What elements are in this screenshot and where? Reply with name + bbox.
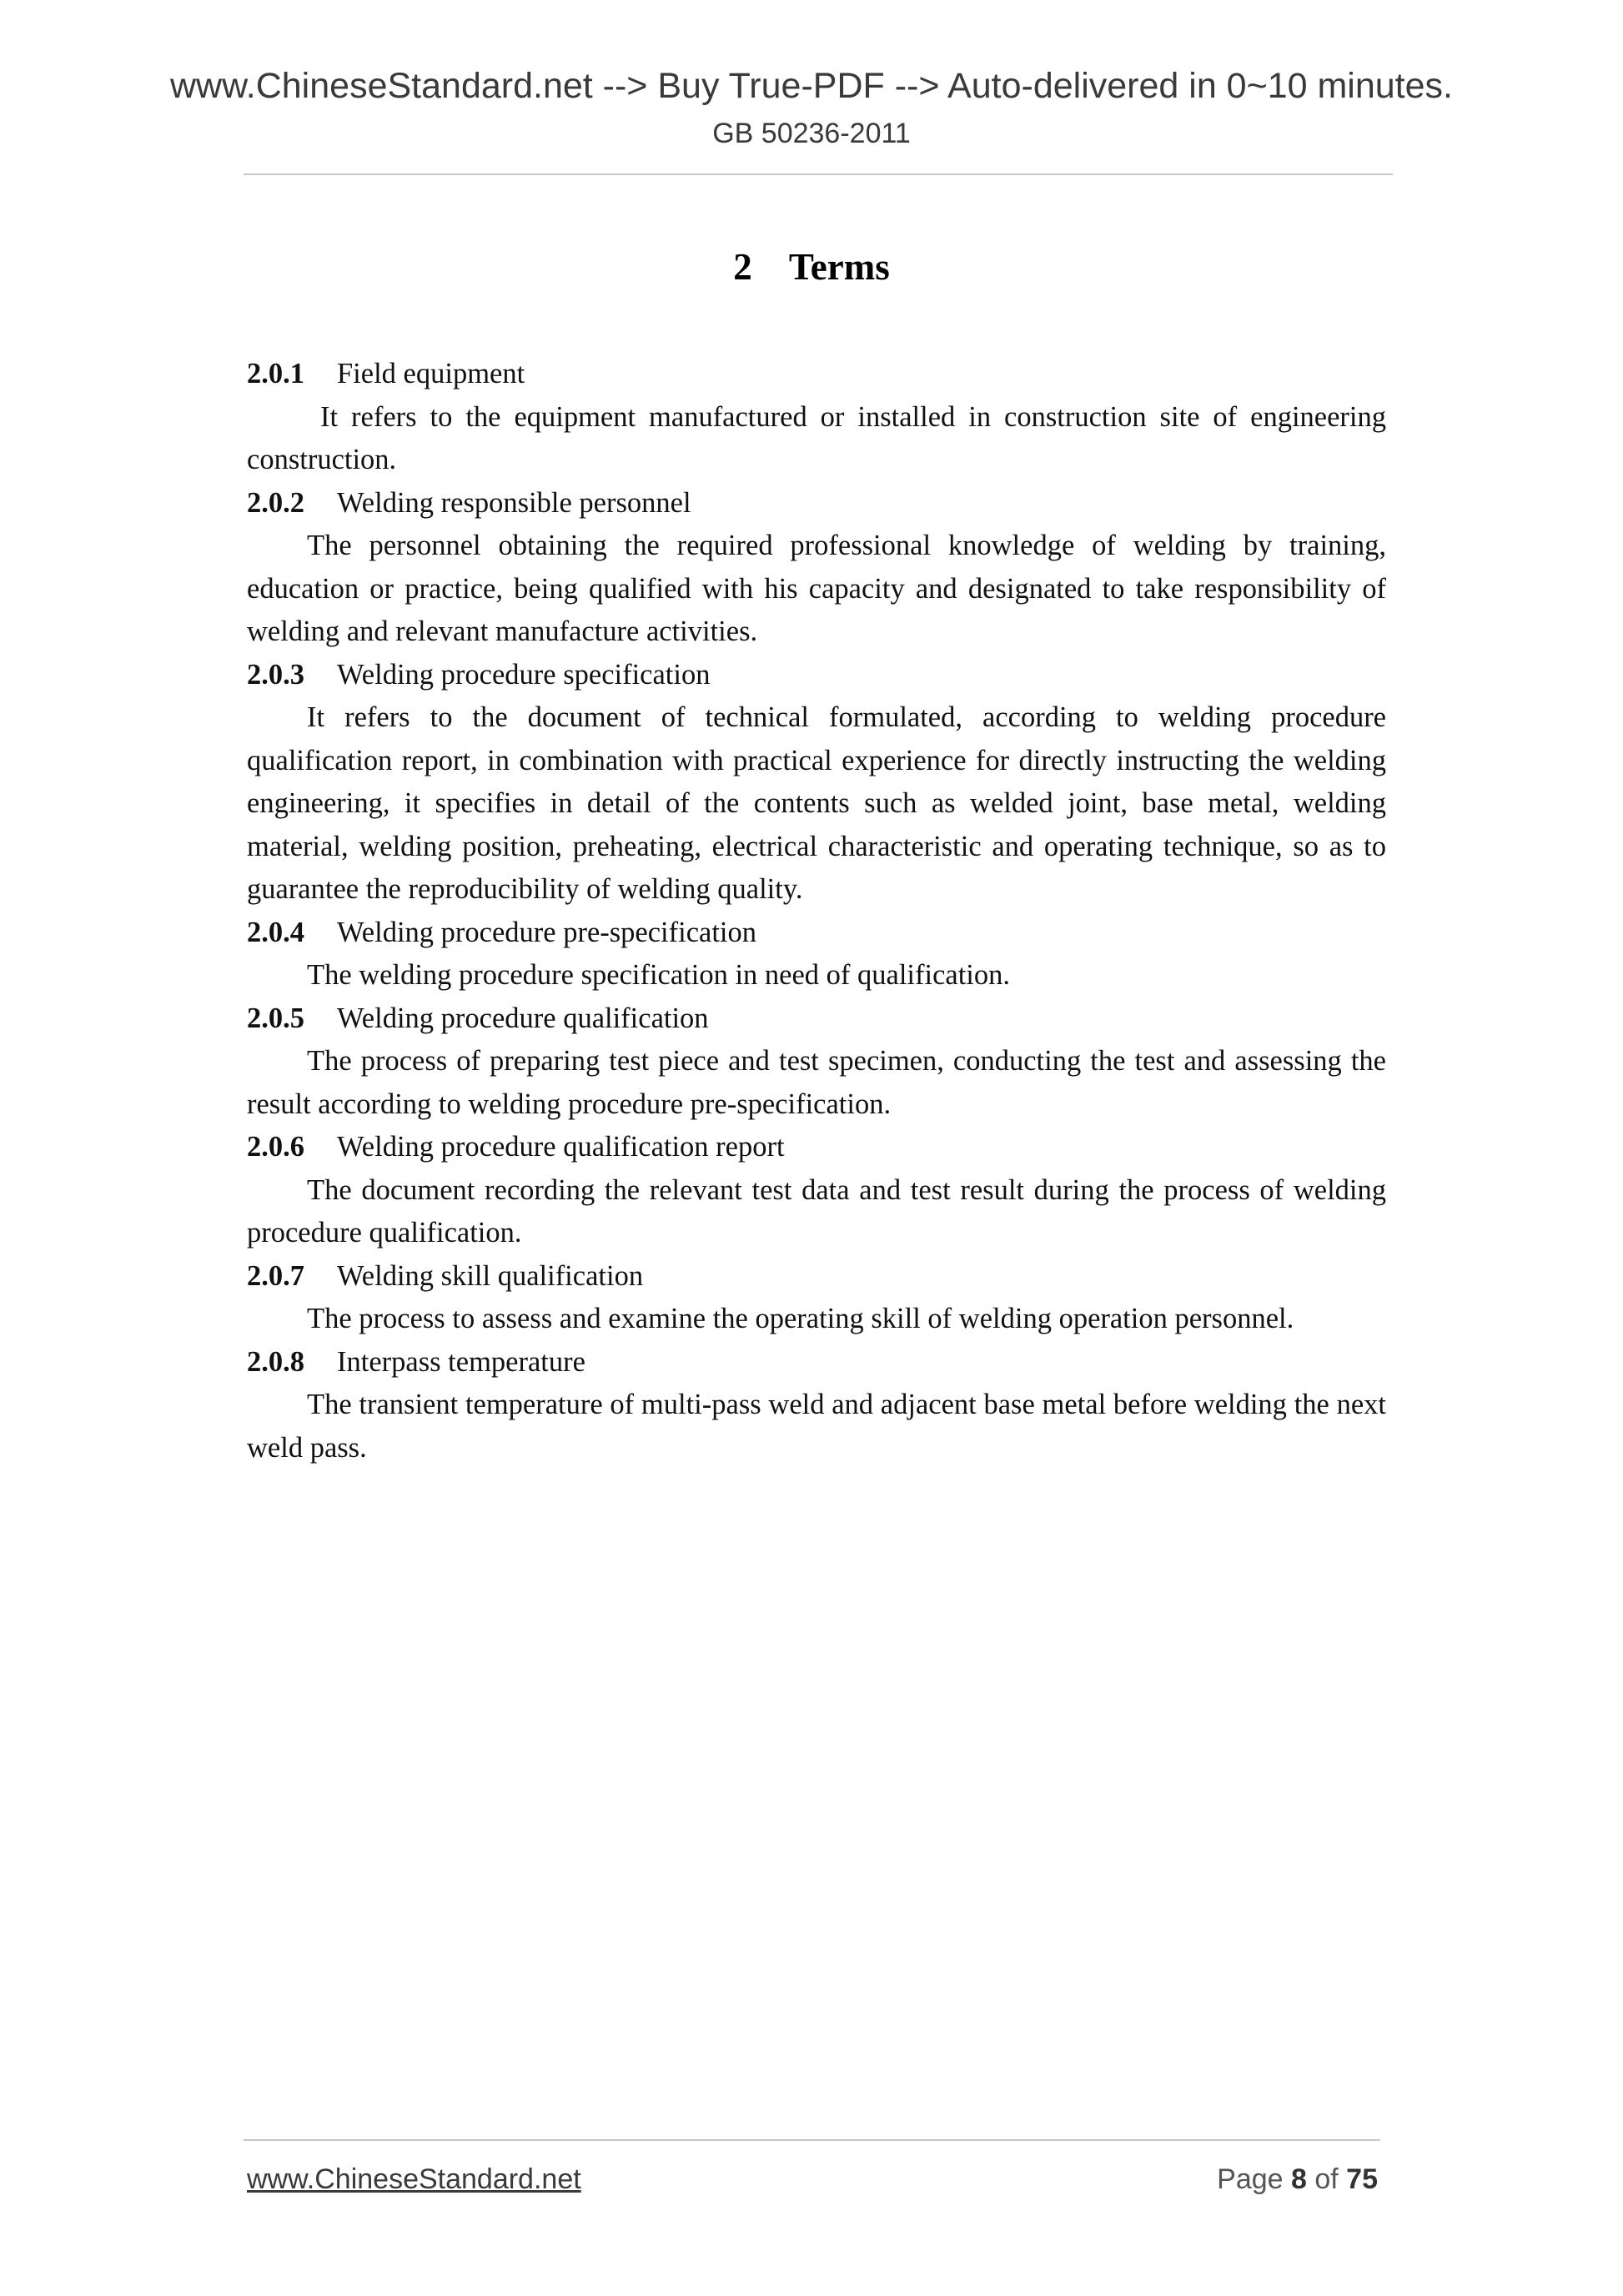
term-number: 2.0.7 [247, 1259, 304, 1292]
page-separator: of [1306, 2163, 1347, 2195]
term-entry [247, 654, 1386, 912]
term-definition: The process to assess and examine the operating skill of welding operation personnel. [307, 1303, 1294, 1334]
term-heading [247, 654, 1386, 697]
term-name: Welding skill qualification [337, 1259, 644, 1292]
term-entry [247, 912, 1386, 997]
term-name: Interpass temperature [337, 1345, 585, 1378]
term-entry [247, 482, 1386, 654]
page-total: 75 [1346, 2163, 1378, 2195]
section-title: 2 Terms [733, 246, 890, 288]
footer-divider [244, 2139, 1380, 2141]
term-definition: It refers to the document of technical formulated, according to welding procedure qualification report, in combination with practical experience for directly instructing the welding engineering, it specifies in detail of the contents such as welded joint, base metal, welding material, welding position, preheating, electrical characteristic and operating technique, so as to guarantee the reproducibility of welding quality. [247, 701, 1386, 905]
term-definition: The welding procedure specification in need of qualification. [307, 959, 1011, 991]
term-definition: It refers to the equipment manufactured or installed in construction site of engineering construction. [247, 400, 1386, 475]
header-banner: www.ChineseStandard.net --> Buy True-PDF --> Auto-delivered in 0~10 minutes. [169, 66, 1453, 106]
page-prefix: Page [1217, 2163, 1291, 2195]
terms-list [247, 353, 1386, 1470]
page-current: 8 [1291, 2163, 1307, 2195]
term-name: Welding procedure specification [337, 658, 711, 691]
term-heading [247, 1255, 1386, 1299]
term-number: 2.0.8 [247, 1345, 304, 1378]
header-divider [244, 173, 1393, 175]
term-definition: The document recording the relevant test data and test result during the process of welding procedure qualification. [247, 1173, 1386, 1248]
term-number: 2.0.6 [247, 1131, 304, 1163]
page-number [1217, 2162, 1378, 2197]
term-number: 2.0.4 [247, 916, 304, 948]
term-number: 2.0.2 [247, 486, 304, 519]
term-definition: The transient temperature of multi-pass weld and adjacent base metal before welding the next weld pass. [247, 1389, 1386, 1464]
term-entry [247, 353, 1386, 482]
term-definition: The process of preparing test piece and test specimen, conducting the test and assessing the result according to welding procedure pre-specification. [247, 1045, 1386, 1120]
term-entry [247, 1341, 1386, 1470]
term-number: 2.0.1 [247, 358, 304, 389]
term-name: Field equipment [337, 358, 525, 389]
term-heading [247, 353, 1386, 396]
term-number: 2.0.5 [247, 1002, 304, 1034]
term-definition: The personnel obtaining the required professional knowledge of welding by training, education or practice, being qualified with his capacity and designated to take responsibility of welding and relevant manufacture activities. [247, 530, 1386, 647]
term-name: Welding procedure qualification report [337, 1131, 785, 1163]
term-number: 2.0.3 [247, 658, 304, 691]
term-heading [247, 912, 1386, 955]
document-code: GB 50236-2011 [712, 118, 911, 149]
term-heading [247, 997, 1386, 1041]
term-heading [247, 1126, 1386, 1169]
term-name: Welding responsible personnel [337, 486, 691, 519]
footer-website-link[interactable]: www.ChineseStandard.net [247, 2163, 581, 2195]
term-name: Welding procedure pre-specification [337, 916, 756, 948]
term-entry [247, 997, 1386, 1127]
term-name: Welding procedure qualification [337, 1002, 709, 1034]
term-heading [247, 482, 1386, 525]
term-heading [247, 1341, 1386, 1384]
term-entry [247, 1126, 1386, 1255]
term-entry [247, 1255, 1386, 1341]
